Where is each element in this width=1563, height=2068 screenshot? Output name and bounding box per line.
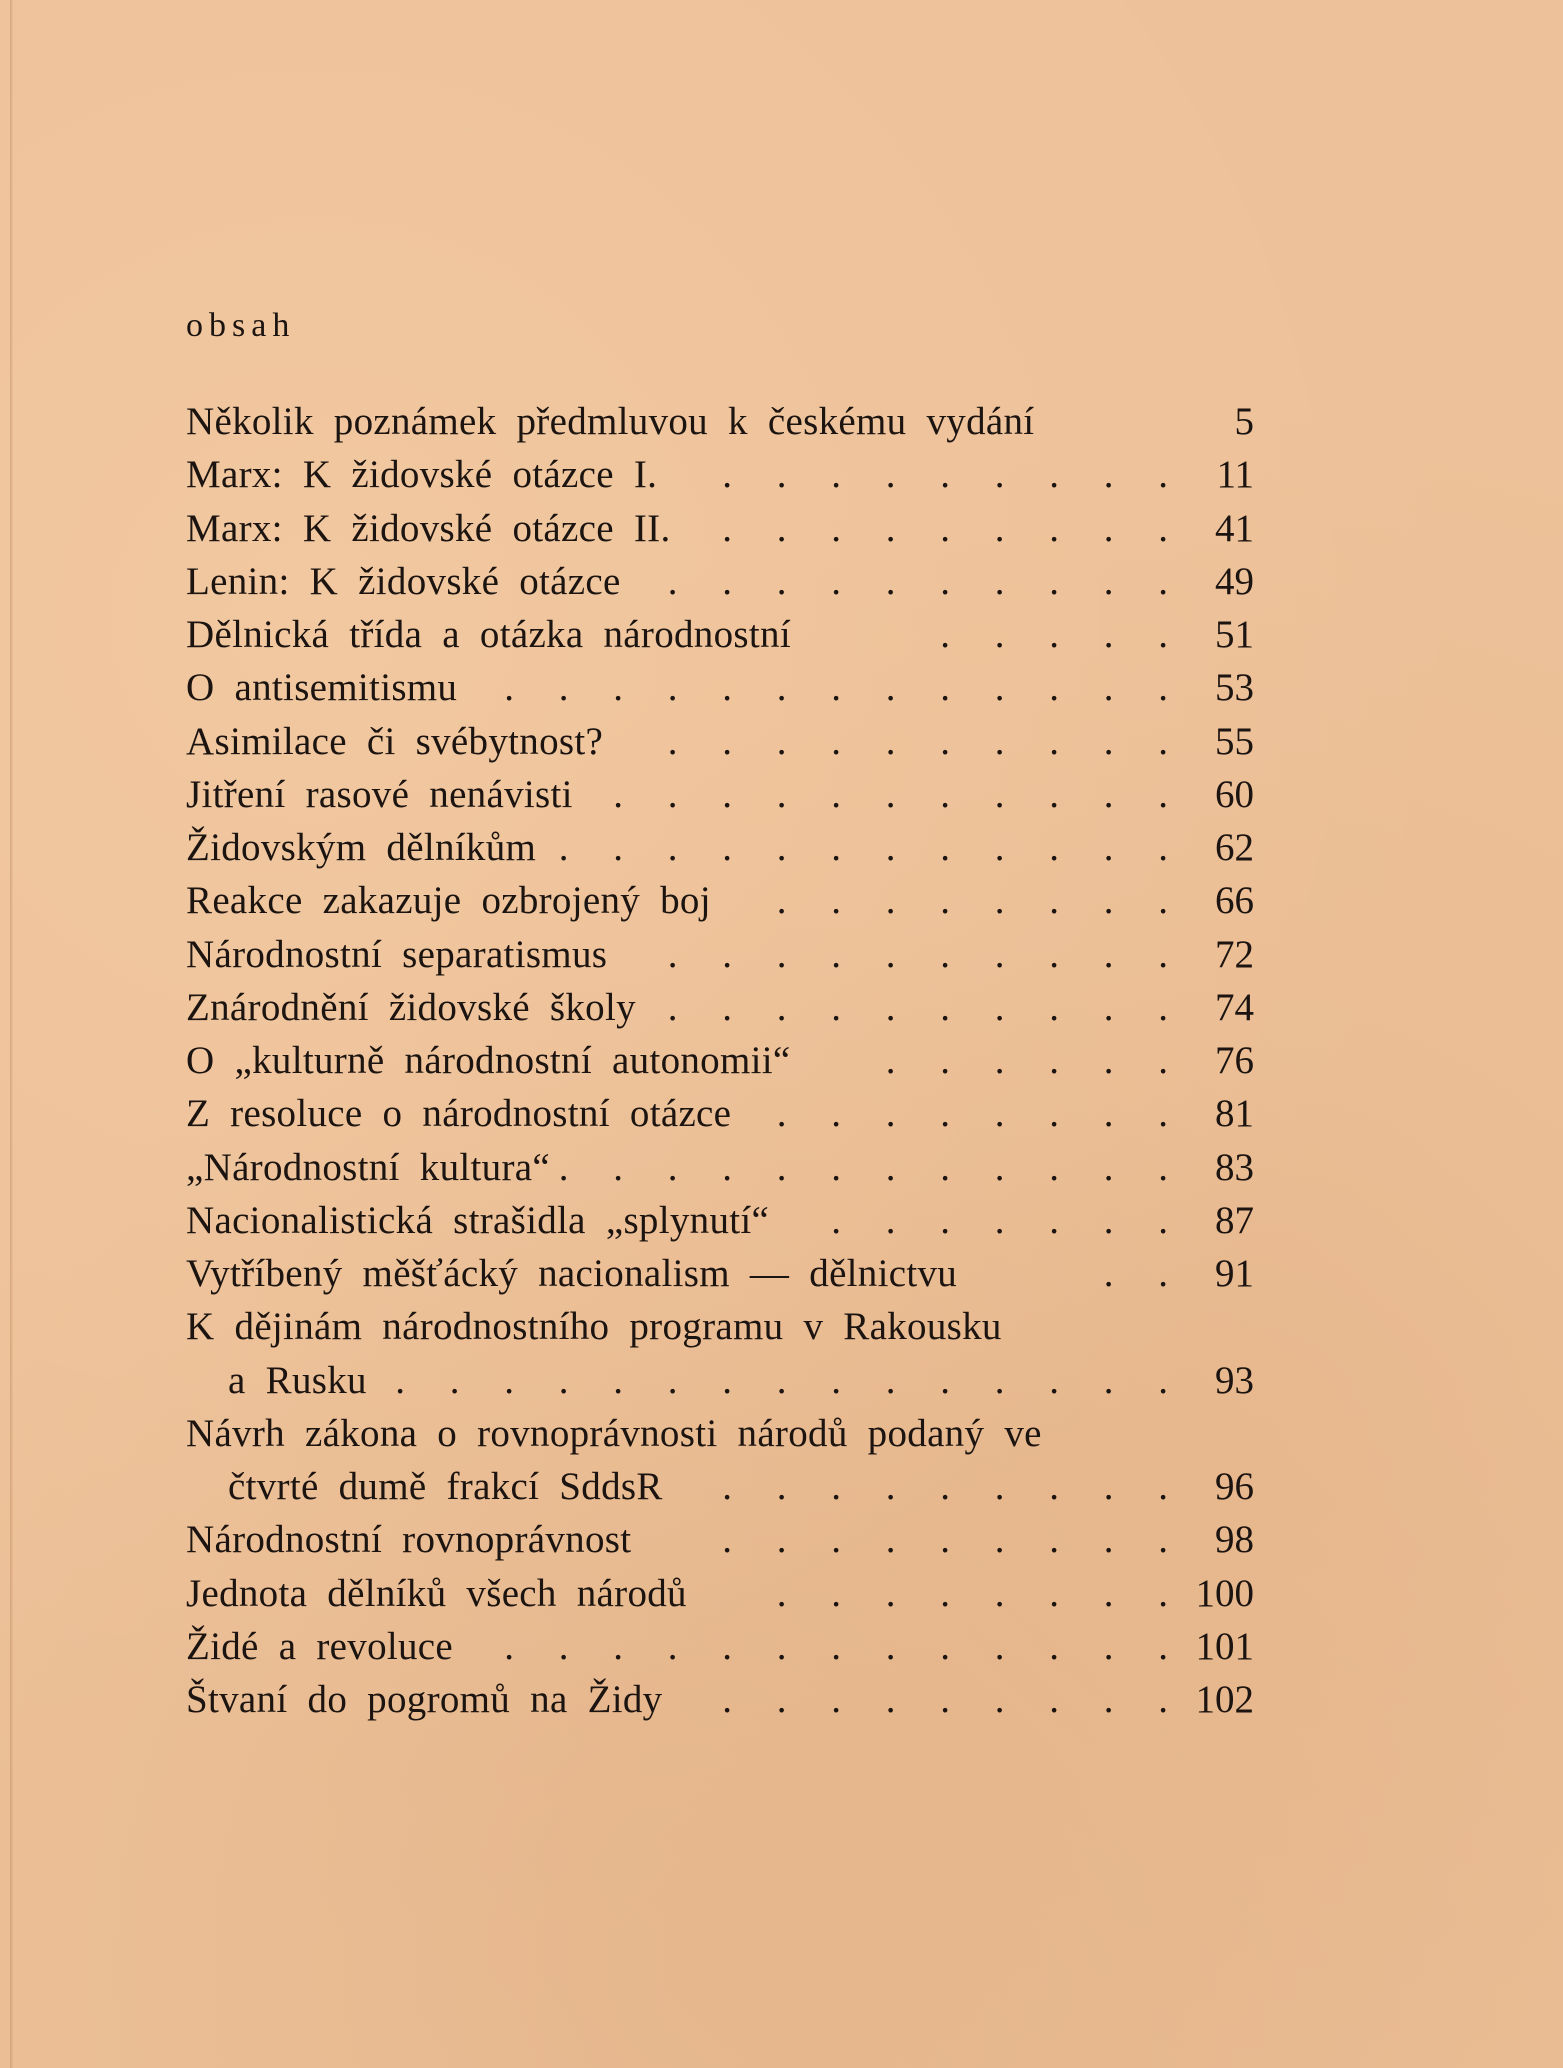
leader-dot: . (1103, 932, 1114, 976)
leader-dot: . (1103, 1571, 1114, 1615)
toc-entry-title: Asimilace či svébytnost? (186, 719, 604, 763)
leader-dot: . (940, 932, 950, 976)
toc-entry (186, 1513, 1254, 1566)
toc-entry-page-number: 66 (1215, 879, 1254, 923)
toc-entry-page-number: 41 (1215, 506, 1254, 550)
leader-dot: . (994, 613, 1005, 656)
leader-dot: . (940, 1624, 950, 1668)
leader-dot: . (1103, 1145, 1114, 1189)
leader-dot: . (1158, 1465, 1168, 1508)
leader-dot: . (722, 772, 732, 816)
leader-dot: . (1158, 1252, 1168, 1295)
leader-dot: . (885, 719, 896, 763)
toc-entry-title: Štvaní do pogromů na Židy (186, 1678, 663, 1721)
leader-dot: . (776, 1518, 787, 1562)
leader-dot: . (776, 1678, 787, 1721)
toc-entry-page-number: 49 (1215, 559, 1254, 603)
leader-dot: . (1049, 1039, 1059, 1082)
leader-dot: . (1103, 1358, 1114, 1402)
leader-dot: . (1049, 985, 1059, 1029)
leader-dot: . (1103, 985, 1114, 1029)
leader-dot: . (1158, 1678, 1168, 1721)
leader-dot: . (940, 666, 950, 710)
leader-dot: . (940, 506, 950, 550)
leader-dot: . (722, 826, 732, 869)
leader-dot: . (1158, 1145, 1168, 1189)
leader-dot: . (1049, 772, 1059, 816)
leader-dot: . (776, 826, 787, 869)
toc-entry-page-number: 55 (1215, 719, 1254, 763)
leader-dot: . (1103, 879, 1114, 923)
toc-entry-page-number: 101 (1195, 1624, 1254, 1668)
toc-entry-title: Znárodnění židovské školy (186, 985, 636, 1029)
leader-dot: . (885, 1198, 896, 1242)
leader-dot: . (994, 1092, 1005, 1136)
leader-dot: . (1158, 506, 1168, 550)
leader-dot: . (1049, 453, 1059, 497)
leader-dot: . (1103, 1624, 1114, 1668)
leader-dot: . (885, 666, 896, 710)
leader-dot: . (940, 1571, 950, 1615)
leader-dot: . (722, 1465, 732, 1508)
toc-entry-title: Jednota dělníků všech národů (186, 1571, 687, 1615)
leader-dot: . (613, 1145, 623, 1189)
leader-dot: . (1158, 1039, 1168, 1082)
leader-dot: . (994, 1465, 1005, 1508)
leader-dot: . (1103, 613, 1114, 656)
leader-dot: . (1103, 1518, 1114, 1562)
leader-dot: . (558, 1358, 569, 1402)
leader-dot: . (667, 1145, 678, 1189)
toc-entry-title: Návrh zákona o rovnoprávnosti národů podaný ve (186, 1411, 1042, 1455)
leader-dot: . (1049, 719, 1059, 763)
leader-dot: . (831, 453, 841, 497)
leader-dot: . (994, 826, 1005, 869)
leader-dot: . (776, 506, 787, 550)
leader-dot: . (885, 826, 896, 869)
toc-entry-title: Židovským dělníkům (186, 826, 537, 869)
leader-dot: . (1049, 1465, 1059, 1508)
leader-dot: . (1103, 1678, 1114, 1721)
leader-dot: . (994, 1039, 1005, 1082)
leader-dot: . (831, 1198, 841, 1242)
toc-entry (186, 1247, 1254, 1300)
toc-entry-title: a Rusku (228, 1358, 367, 1402)
leader-dot: . (667, 559, 678, 603)
leader-dot: . (831, 1092, 841, 1136)
leader-dot: . (994, 666, 1005, 710)
leader-dot: . (1103, 1465, 1114, 1508)
leader-dot: . (885, 1678, 896, 1721)
leader-dot: . (940, 826, 950, 869)
toc-entry-page-number: 11 (1216, 453, 1254, 497)
leader-dot: . (558, 1624, 569, 1668)
leader-dot: . (1103, 453, 1114, 497)
toc-entry (186, 448, 1254, 501)
toc-entry-title: Reakce zakazuje ozbrojený boj (186, 879, 711, 923)
leader-dot: . (831, 932, 841, 976)
leader-dot: . (1103, 506, 1114, 550)
leader-dot: . (449, 1358, 460, 1402)
leader-dot: . (940, 719, 950, 763)
toc-entry-title: Nacionalistická strašidla „splynutí“ (186, 1198, 770, 1242)
leader-dot: . (667, 932, 678, 976)
leader-dot: . (831, 1678, 841, 1721)
leader-dot: . (1049, 1198, 1059, 1242)
leader-dot: . (994, 1198, 1005, 1242)
leader-dot: . (667, 666, 678, 710)
leader-dot: . (776, 559, 787, 603)
leader-dot: . (613, 772, 623, 816)
leader-dot: . (994, 719, 1005, 763)
toc-entry-page-number: 102 (1195, 1678, 1254, 1721)
leader-dot: . (994, 453, 1005, 497)
toc-entry (186, 1673, 1254, 1726)
toc-entry-page-number: 81 (1215, 1092, 1254, 1136)
leader-dot: . (994, 1358, 1005, 1402)
toc-entry-page-number: 51 (1215, 613, 1254, 656)
toc-entry-page-number: 93 (1215, 1358, 1254, 1402)
leader-dot: . (776, 666, 787, 710)
leader-dot: . (831, 879, 841, 923)
leader-dot: . (885, 1465, 896, 1508)
leader-dot: . (885, 932, 896, 976)
leader-dot: . (831, 826, 841, 869)
leader-dot: . (994, 1571, 1005, 1615)
leader-dot: . (1158, 1518, 1168, 1562)
leader-dot: . (558, 826, 569, 869)
toc-entry (186, 715, 1254, 768)
toc-entry (186, 821, 1254, 874)
leader-dot: . (885, 1039, 896, 1082)
toc-entry-page-number: 83 (1215, 1145, 1254, 1189)
toc-entry (186, 928, 1254, 981)
leader-dot: . (1158, 1624, 1168, 1668)
leader-dot: . (831, 1624, 841, 1668)
leader-dot: . (667, 985, 678, 1029)
leader-dot: . (1158, 719, 1168, 763)
leader-dot: . (776, 985, 787, 1029)
leader-dot: . (613, 666, 623, 710)
leader-dot: . (940, 1358, 950, 1402)
toc-entry-page-number: 96 (1215, 1465, 1254, 1508)
toc-entry-title: Marx: K židovské otázce I. (186, 453, 658, 497)
leader-dot: . (1158, 879, 1168, 923)
leader-dot: . (776, 1358, 787, 1402)
leader-dot: . (722, 506, 732, 550)
leader-dot: . (1158, 1358, 1168, 1402)
leader-dot: . (940, 1198, 950, 1242)
leader-dot: . (994, 772, 1005, 816)
toc-entry-page-number: 74 (1215, 985, 1254, 1029)
leader-dot: . (940, 613, 950, 656)
toc-entry (186, 1194, 1254, 1247)
leader-dot: . (667, 1624, 678, 1668)
leader-dot: . (1103, 1039, 1114, 1082)
table-of-contents (186, 395, 1254, 1726)
leader-dot: . (940, 1465, 950, 1508)
leader-dot: . (1049, 506, 1059, 550)
leader-dot: . (885, 453, 896, 497)
leader-dot: . (1158, 772, 1168, 816)
leader-dot: . (831, 559, 841, 603)
toc-entry-title: Jitření rasové nenávisti (186, 772, 573, 816)
toc-entry (186, 1407, 1254, 1460)
leader-dot: . (1158, 559, 1168, 603)
leader-dot: . (885, 1145, 896, 1189)
leader-dot: . (885, 772, 896, 816)
leader-dot: . (994, 932, 1005, 976)
toc-entry-page-number: 98 (1215, 1518, 1254, 1562)
toc-entry-title: Židé a revoluce (186, 1624, 454, 1668)
leader-dot: . (940, 1092, 950, 1136)
toc-entry-page-number: 53 (1215, 666, 1254, 710)
leader-dot: . (1103, 1198, 1114, 1242)
leader-dot: . (1049, 1145, 1059, 1189)
leader-dot: . (885, 1358, 896, 1402)
toc-entry-title: Národnostní separatismus (186, 932, 608, 976)
leader-dot: . (722, 719, 732, 763)
leader-dot: . (1049, 1571, 1059, 1615)
toc-entry (186, 502, 1254, 555)
leader-dot: . (667, 1358, 678, 1402)
toc-entry-title: Dělnická třída a otázka národnostní (186, 613, 791, 656)
toc-entry-title: Lenin: K židovské otázce (186, 559, 621, 603)
leader-dot: . (776, 719, 787, 763)
leader-dot: . (613, 1358, 623, 1402)
toc-entry (186, 1300, 1254, 1353)
leader-dot: . (1103, 559, 1114, 603)
toc-entry (186, 768, 1254, 821)
leader-dot: . (776, 879, 787, 923)
toc-entry-page-number: 91 (1215, 1252, 1254, 1295)
leader-dot: . (1158, 932, 1168, 976)
toc-heading: obsah (186, 307, 296, 344)
leader-dot: . (940, 879, 950, 923)
leader-dot: . (504, 1358, 514, 1402)
toc-entry-title: O antisemitismu (186, 666, 458, 710)
leader-dot: . (994, 559, 1005, 603)
leader-dot: . (885, 1092, 896, 1136)
leader-dot: . (776, 772, 787, 816)
leader-dot: . (994, 1624, 1005, 1668)
leader-dot: . (994, 1678, 1005, 1721)
leader-dot: . (667, 772, 678, 816)
leader-dot: . (885, 506, 896, 550)
leader-dot: . (1103, 1092, 1114, 1136)
toc-entry-page-number: 5 (1234, 400, 1254, 443)
leader-dot: . (776, 1092, 787, 1136)
leader-dot: . (395, 1358, 405, 1402)
leader-dot: . (1158, 1198, 1168, 1242)
leader-dot: . (1049, 932, 1059, 976)
leader-dot: . (940, 1678, 950, 1721)
leader-dot: . (667, 826, 678, 869)
leader-dot: . (722, 1678, 732, 1721)
leader-dot: . (1158, 613, 1168, 656)
leader-dot: . (1158, 1571, 1168, 1615)
leader-dot: . (1158, 985, 1168, 1029)
leader-dot: . (1049, 559, 1059, 603)
leader-dot: . (722, 1145, 732, 1189)
leader-dot: . (831, 1465, 841, 1508)
leader-dot: . (831, 719, 841, 763)
leader-dot: . (1049, 879, 1059, 923)
leader-dot: . (940, 1145, 950, 1189)
leader-dot: . (831, 1518, 841, 1562)
leader-dot: . (1103, 826, 1114, 869)
leader-dot: . (504, 1624, 514, 1668)
leader-dot: . (1103, 666, 1114, 710)
leader-dot: . (940, 985, 950, 1029)
toc-entry-continuation (186, 1354, 1254, 1407)
leader-dot: . (776, 1465, 787, 1508)
toc-entry (186, 1087, 1254, 1140)
leader-dot: . (1158, 1092, 1168, 1136)
toc-entry-continuation (186, 1460, 1254, 1513)
leader-dot: . (722, 1624, 732, 1668)
toc-entry (186, 395, 1254, 448)
leader-dot: . (504, 666, 514, 710)
leader-dot: . (885, 985, 896, 1029)
leader-dot: . (1103, 1252, 1114, 1295)
leader-dot: . (831, 1145, 841, 1189)
leader-dot: . (940, 1039, 950, 1082)
toc-entry-page-number: 76 (1215, 1039, 1254, 1082)
leader-dot: . (885, 1624, 896, 1668)
leader-dot: . (885, 559, 896, 603)
leader-dot: . (1049, 1092, 1059, 1136)
leader-dot: . (1103, 719, 1114, 763)
leader-dot: . (940, 772, 950, 816)
toc-entry (186, 1034, 1254, 1087)
toc-entry (186, 661, 1254, 714)
toc-entry (186, 1567, 1254, 1620)
leader-dot: . (885, 1571, 896, 1615)
leader-dot: . (994, 1518, 1005, 1562)
leader-dot: . (613, 1624, 623, 1668)
leader-dot: . (940, 559, 950, 603)
leader-dot: . (776, 932, 787, 976)
toc-entry-title: „Národnostní kultura“ (186, 1145, 550, 1189)
toc-entry-title: čtvrté dumě frakcí SddsR (228, 1465, 663, 1508)
toc-entry (186, 1141, 1254, 1194)
leader-dot: . (1049, 1518, 1059, 1562)
leader-dot: . (1158, 826, 1168, 869)
leader-dot: . (940, 1518, 950, 1562)
leader-dot: . (558, 666, 569, 710)
leader-dot: . (831, 1358, 841, 1402)
leader-dot: . (940, 453, 950, 497)
toc-entry-title: Z resoluce o národnostní otázce (186, 1092, 732, 1136)
leader-dot: . (994, 879, 1005, 923)
leader-dot: . (831, 1571, 841, 1615)
page-edge-shadow (10, 0, 13, 2068)
leader-dot: . (831, 772, 841, 816)
toc-entry-title: K dějinám národnostního programu v Rakousku (186, 1305, 1002, 1349)
leader-dot: . (722, 932, 732, 976)
toc-entry-title: Vytříbený měšťácký nacionalism — dělnictvu (186, 1252, 958, 1295)
leader-dot: . (885, 1518, 896, 1562)
toc-entry-title: Marx: K židovské otázce II. (186, 506, 671, 550)
leader-dot: . (722, 559, 732, 603)
leader-dot: . (1049, 1678, 1059, 1721)
leader-dot: . (722, 1358, 732, 1402)
leader-dot: . (1103, 772, 1114, 816)
leader-dot: . (831, 985, 841, 1029)
leader-dot: . (994, 985, 1005, 1029)
leader-dot: . (994, 1145, 1005, 1189)
leader-dot: . (722, 985, 732, 1029)
leader-dot: . (776, 1624, 787, 1668)
leader-dot: . (722, 1518, 732, 1562)
leader-dot: . (1049, 826, 1059, 869)
leader-dot: . (1049, 613, 1059, 656)
leader-dot: . (667, 719, 678, 763)
toc-entry-page-number: 60 (1215, 772, 1254, 816)
leader-dot: . (994, 506, 1005, 550)
leader-dot: . (831, 666, 841, 710)
leader-dot: . (776, 1571, 787, 1615)
toc-entry-page-number: 100 (1195, 1571, 1254, 1615)
leader-dot: . (831, 506, 841, 550)
toc-entry-title: Národnostní rovnoprávnost (186, 1518, 632, 1562)
leader-dot: . (558, 1145, 569, 1189)
leader-dot: . (1049, 666, 1059, 710)
toc-entry-page-number: 72 (1215, 932, 1254, 976)
toc-entry-title: O „kulturně národnostní autonomii“ (186, 1039, 791, 1082)
leader-dot: . (1049, 1624, 1059, 1668)
toc-entry (186, 874, 1254, 927)
toc-entry-page-number: 62 (1215, 826, 1254, 869)
leader-dot: . (1049, 1358, 1059, 1402)
leader-dot: . (1158, 666, 1168, 710)
toc-entry (186, 555, 1254, 608)
toc-entry (186, 1620, 1254, 1673)
toc-entry (186, 608, 1254, 661)
leader-dot: . (776, 1145, 787, 1189)
leader-dot: . (613, 826, 623, 869)
leader-dot: . (776, 453, 787, 497)
leader-dot: . (885, 879, 896, 923)
leader-dot: . (722, 453, 732, 497)
leader-dot: . (1158, 453, 1168, 497)
toc-entry (186, 981, 1254, 1034)
toc-entry-title: Několik poznámek předmluvou k českému vydání (186, 400, 1035, 443)
toc-entry-page-number: 87 (1215, 1198, 1254, 1242)
leader-dot: . (722, 666, 732, 710)
